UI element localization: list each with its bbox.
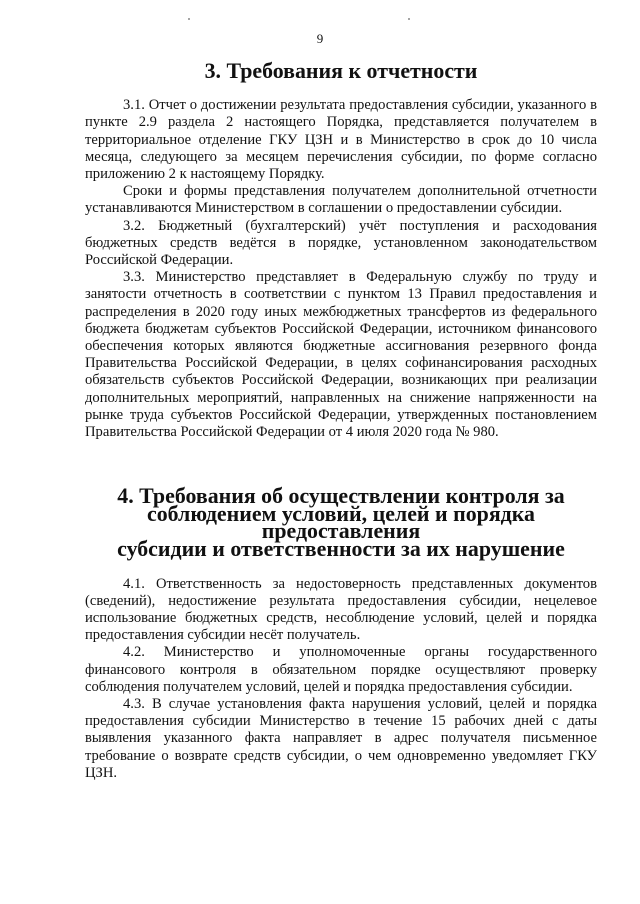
- section-3-body: [85, 97, 597, 441]
- scan-speck: [408, 18, 410, 20]
- paragraph-4-3: 4.3. В случае установления факта нарушения условий, целей и порядка предоставления субсидии Министерство в течение 15 рабочих дней с даты выявления указанного факта направляет в адрес получателя письменное требование о возврате средств субсидии, о чем одновременно уведомляет ГКУ ЦЗН.: [85, 696, 597, 781]
- document-body: [85, 58, 597, 782]
- section-3-title: 3. Требования к отчетности: [204, 58, 478, 83]
- scan-speck: [188, 18, 190, 20]
- section-4-title-line: соблюдением условий, целей и порядка предоставления: [147, 500, 535, 544]
- paragraph-3-3: 3.3. Министерство представляет в Федеральную службу по труду и занятости отчетность в соответствии с пунктом 13 Правил предоставления и распределения в 2020 году иных межбюджетных трансфертов из федерального бюджета бюджетам субъектов Российской Федерации, источником финансового обеспечения которых являются бюджетные ассигнования резервного фонда Правительства Российской Федерации, в целях софинансирования расходных обязательств субъектов Российской Федерации, возникающих при реализации дополнительных мероприятий, направленных на снижение напряженности на рынке труда субъектов Российской Федерации, утвержденных постановлением Правительства Российской Федерации от 4 июля 2020 года № 980.: [85, 269, 597, 441]
- paragraph-3-1: 3.1. Отчет о достижении результата предоставления субсидии, указанного в пункте 2.9 раздела 2 настоящего Порядка, представляется получателем в территориальное отделение ГКУ ЦЗН и в Министерство в срок до 10 числа месяца, следующего за месяцем перечисления субсидии, по форме согласно приложению 2 к настоящему Порядку.: [85, 97, 597, 183]
- paragraph-3-2: 3.2. Бюджетный (бухгалтерский) учёт поступления и расходования бюджетных средств ведётся в порядке, установленном законодательством Российской Федерации.: [85, 217, 597, 269]
- section-4-title: [85, 483, 597, 562]
- page-number: 9: [316, 31, 324, 46]
- paragraph-4-2: 4.2. Министерство и уполномоченные органы государственного финансового контроля в обязательном порядке осуществляют проверку соблюдения получателем условий, целей и порядка предоставления субсидии.: [85, 644, 597, 695]
- section-4-title-line: 4. Требования об осуществлении контроля за: [117, 483, 565, 509]
- section-4-body: [85, 576, 597, 782]
- paragraph-4-1: 4.1. Ответственность за недостоверность представленных документов (сведений), недостижение результата предоставления субсидии, нецелевое использование бюджетных средств, несоблюдение условий, целей и порядка предоставления субсидии несёт получатель.: [85, 575, 597, 644]
- section-4-title-line: субсидии и ответственности за их нарушение: [117, 536, 565, 562]
- paragraph-3-1-reporting-terms: Сроки и формы представления получателем дополнительной отчетности устанавливаются Министерством в соглашении о предоставлении субсидии.: [85, 183, 597, 217]
